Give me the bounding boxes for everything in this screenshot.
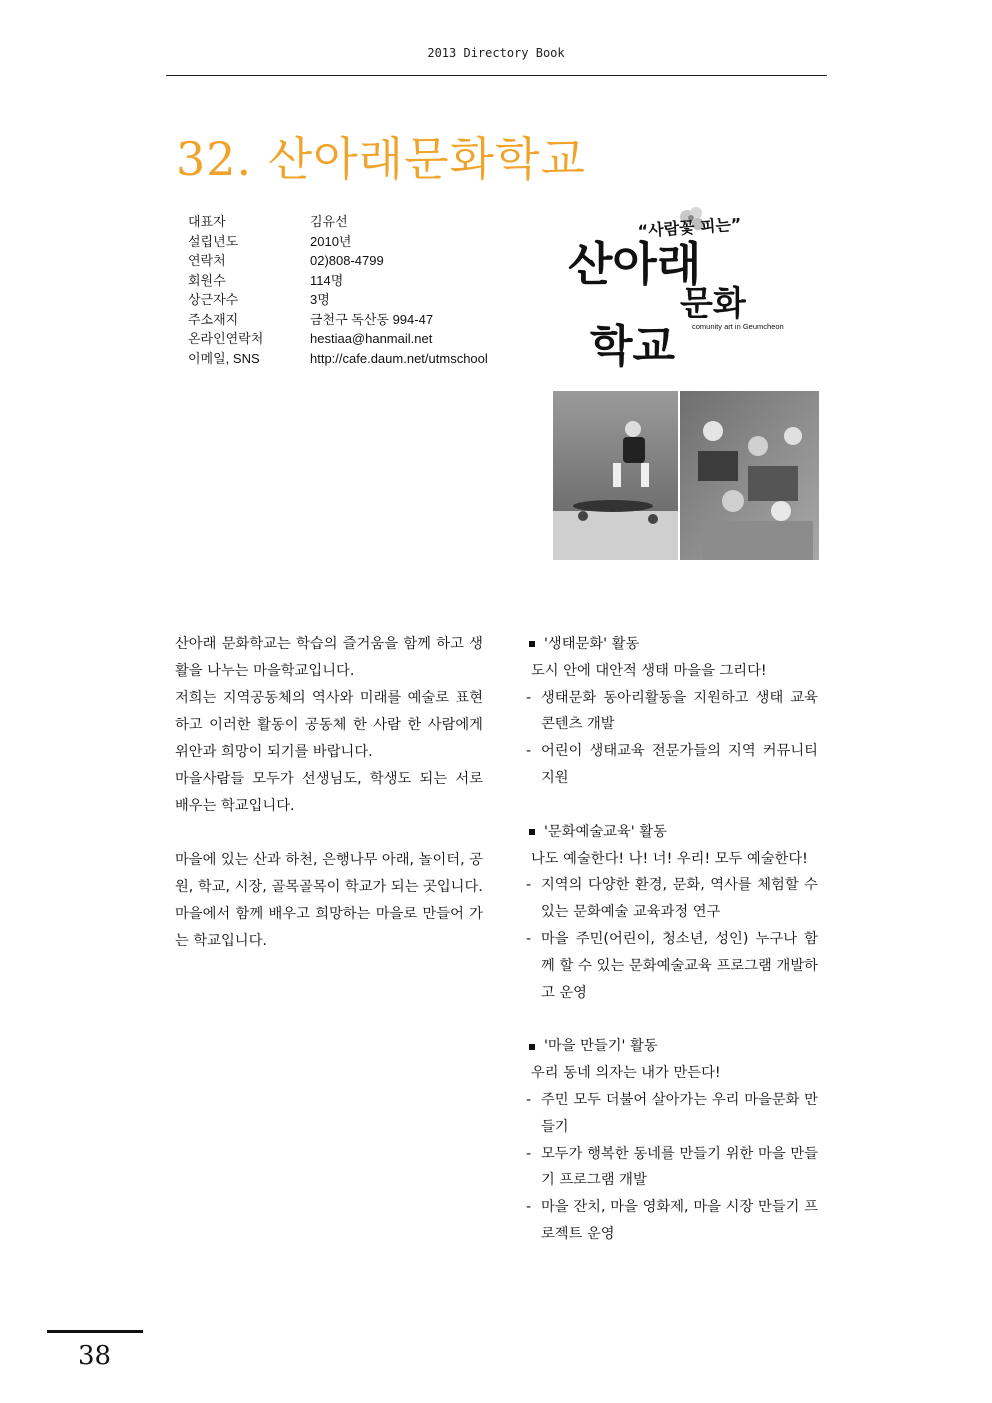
logo-english-tagline: comunity art in Geumcheon [692,322,784,331]
info-row-contact [188,251,488,271]
info-row-representative [188,212,488,232]
logo-line-2: 문화 [680,284,746,324]
dash-bullet-icon: - [526,689,532,706]
page-title: 32. 산아래문화학교 [176,131,586,186]
section-item [526,738,818,792]
info-label: 주소재지 [188,311,239,327]
page-number: 38 [78,1341,112,1371]
section-intro: 나도 예술한다! 나! 너! 우리! 모두 예술한다! [531,850,808,867]
section-item-text: 모두가 행복한 동네를 만들기 위한 마을 만들기 프로그램 개발 [541,1145,818,1189]
intro-text [175,631,483,955]
info-row-staff [188,290,488,310]
info-value: 금천구 독산동 994-47 [310,311,434,327]
info-value: 3명 [310,292,330,307]
section-item [526,685,818,739]
section-title: '문화예술교육' 활동 [544,823,667,840]
info-label: 회원수 [188,272,226,288]
activity-photos [553,391,819,560]
section-item-text: 어린이 생태교육 전문가들의 지역 커뮤니티 지원 [541,743,818,786]
dash-bullet-icon: - [526,1199,532,1216]
section-item [526,926,818,1006]
info-row-online-contact [188,329,488,349]
info-value: 2010년 [310,233,352,249]
logo-tagline: “사람꽃 피는” [637,214,743,241]
square-bullet-icon [529,829,535,835]
info-row-address [188,310,488,330]
info-value: http://cafe.daum.net/utmschool [310,350,488,366]
activities [526,631,818,1248]
info-label: 온라인연락처 [188,331,264,346]
section-title: '생태문화' 활동 [544,636,640,652]
info-row-members [188,271,488,291]
section-gap [526,1006,818,1033]
activity-section-village-making [526,1033,818,1247]
intro-paragraph: 마을에서 함께 배우고 희망하는 마을로 만들어 가는 학교입니다. [175,906,483,949]
section-intro: 우리 동네 의자는 내가 만든다! [531,1065,721,1082]
organization-logo [560,205,810,370]
info-value: 114명 [310,272,344,288]
intro-paragraph: 마을에 있는 산과 하천, 은행나무 아래, 놀이터, 공원, 학교, 시장, 골목골목이 학교가 되는 곳입니다. [175,852,483,895]
info-label: 상근자수 [188,292,239,307]
logo-line-3: 학교 [590,321,676,370]
photo-trampoline [553,391,678,560]
info-label: 이메일, SNS [188,350,260,366]
dash-bullet-icon: - [526,930,532,947]
activity-section-arts-education [526,819,818,1007]
info-label: 설립년도 [188,233,239,249]
section-heading [526,819,818,846]
section-item-text: 생태문화 동아리활동을 지원하고 생태 교육 콘텐츠 개발 [541,689,818,733]
section-item [526,1194,818,1248]
dash-bullet-icon: - [526,1145,532,1162]
section-item [526,872,818,926]
square-bullet-icon [529,1044,535,1050]
section-item-text: 지역의 다양한 환경, 문화, 역사를 체험할 수 있는 문화예술 교육과정 연구 [541,877,818,921]
intro-paragraph: 산아래 문화학교는 학습의 즐거움을 함께 하고 생활을 나누는 마을학교입니다. [175,636,483,679]
intro-paragraph: 저희는 지역공동체의 역사와 미래를 예술로 표현하고 이러한 활동이 공동체 한 사람 한 사람에게 위안과 희망이 되기를 바랍니다. [175,690,483,760]
section-title: '마을 만들기' 활동 [544,1038,658,1055]
section-intro: 도시 안에 대안적 생태 마을을 그리다! [531,662,767,679]
section-heading [526,631,818,658]
section-item-text: 주민 모두 더불어 살아가는 우리 마을문화 만들기 [541,1091,818,1135]
info-value: 02)808-4799 [310,253,384,268]
dash-bullet-icon: - [526,743,532,760]
logo-line-1: 산아래 [568,237,702,291]
section-item [526,1087,818,1141]
section-gap [526,792,818,819]
dash-bullet-icon: - [526,877,532,894]
dash-bullet-icon: - [526,1091,532,1108]
info-label: 대표자 [188,214,226,229]
photo-group-activity [680,391,819,560]
header-divider [166,75,827,76]
info-row-founded [188,232,488,252]
info-value: 김유선 [310,214,348,229]
footer-rule [47,1330,143,1333]
intro-paragraph: 마을사람들 모두가 선생님도, 학생도 되는 서로 배우는 학교입니다. [175,771,483,814]
info-value: hestiaa@hanmail.net [310,331,433,346]
section-heading [526,1033,818,1060]
activity-section-ecology [526,631,818,792]
section-item-text: 마을 잔치, 마을 영화제, 마을 시장 만들기 프로젝트 운영 [541,1199,818,1242]
section-item [526,1141,818,1195]
paragraph-gap [175,820,483,847]
section-item-text: 마을 주민(어린이, 청소년, 성인) 누구나 함께 할 수 있는 문화예술교육 프로그램 개발하고 운영 [541,930,818,1001]
running-header: 2013 Directory Book [427,46,565,60]
info-table [188,212,488,368]
info-row-sns [188,349,488,369]
info-label: 연락처 [188,253,226,268]
square-bullet-icon [529,641,535,647]
